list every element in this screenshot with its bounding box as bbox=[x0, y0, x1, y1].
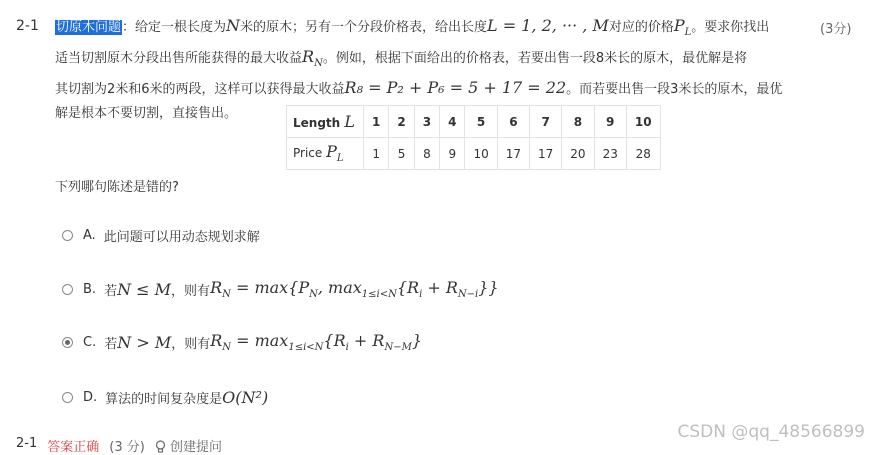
length-header: Length L bbox=[287, 106, 364, 138]
option-text: ，则有 bbox=[171, 283, 211, 299]
price-cell: 28 bbox=[626, 138, 660, 170]
answer-status: 答案正确 bbox=[47, 440, 100, 455]
price-cell: 1 bbox=[364, 138, 389, 170]
create-question-link[interactable]: 创建提问 bbox=[155, 436, 222, 455]
stem-text: 其切割为2米和6米的两段，这样可以获得最大收益 bbox=[55, 82, 345, 98]
length-cell: 3 bbox=[414, 106, 439, 138]
price-cell: 20 bbox=[562, 138, 594, 170]
footer-score: (3 分) bbox=[109, 440, 145, 455]
math-formula: O(N²) bbox=[222, 388, 269, 407]
highlighted-title: 切原木问题 bbox=[56, 20, 122, 35]
radio-b[interactable] bbox=[62, 284, 73, 295]
length-row bbox=[287, 106, 661, 138]
length-cell: 4 bbox=[440, 106, 465, 138]
math-formula: $R_N = \max_{1\le i<N}\{R_i + R_{N-M}\}$ bbox=[210, 331, 423, 354]
option-text: ，则有 bbox=[171, 336, 211, 352]
question-score: (3分) bbox=[820, 22, 852, 37]
option-d[interactable] bbox=[62, 388, 268, 407]
option-c[interactable] bbox=[62, 331, 422, 353]
radio-d[interactable] bbox=[62, 392, 73, 403]
math-condition: N > M bbox=[117, 332, 172, 352]
price-cell: 9 bbox=[440, 138, 465, 170]
stem-text: ：给定一根长度为 bbox=[122, 20, 227, 35]
option-letter: B. bbox=[83, 281, 97, 297]
price-table bbox=[286, 105, 661, 170]
length-cell: 8 bbox=[562, 106, 594, 138]
price-cell: 23 bbox=[594, 138, 626, 170]
math-formula: $R_N = \max\{P_N$, $\max_{1\le i<N}\{R_i + R_{N-i}\}$} bbox=[210, 278, 499, 301]
stem-text: 。例如，根据下面给出的价格表，若要出售一段8米长的原木，最优解是将 bbox=[322, 51, 748, 67]
option-text: 算法的时间复杂度是 bbox=[105, 392, 223, 407]
radio-a[interactable] bbox=[62, 230, 73, 241]
stem-text: 米的原木；另有一个分段价格表，给出长度 bbox=[240, 20, 488, 35]
length-cell: 10 bbox=[626, 106, 660, 138]
price-header: Price $P_L$ bbox=[287, 138, 364, 170]
length-cell: 9 bbox=[594, 106, 626, 138]
question-prompt: 下列哪句陈述是错的? bbox=[55, 180, 179, 195]
price-cell: 5 bbox=[389, 138, 414, 170]
option-letter: D. bbox=[83, 390, 98, 405]
radio-c-selected[interactable] bbox=[62, 337, 73, 348]
price-row bbox=[287, 138, 661, 170]
stem-line-3 bbox=[55, 76, 815, 102]
length-cell: 7 bbox=[530, 106, 562, 138]
question-number: 2-1 bbox=[16, 18, 39, 34]
math-PL: $P_L$ bbox=[673, 16, 692, 39]
math-condition: N ≤ M bbox=[117, 279, 172, 299]
footer-number: 2-1 bbox=[16, 436, 38, 451]
stem-text: 。要求你找出 bbox=[691, 20, 770, 35]
math-example: R₈ = P₂ + P₆ = 5 + 17 = 22 bbox=[344, 78, 567, 98]
watermark: CSDN @qq_48566899 bbox=[677, 422, 865, 442]
price-cell: 10 bbox=[465, 138, 497, 170]
stem-line-2 bbox=[55, 45, 815, 76]
stem-text: 对应的价格 bbox=[608, 20, 674, 35]
option-text: 若 bbox=[104, 336, 118, 352]
option-letter: C. bbox=[83, 334, 97, 350]
math-N: N bbox=[226, 16, 241, 35]
stem-line-4: 解是根本不要切割，直接售出。 bbox=[55, 106, 238, 122]
option-b[interactable] bbox=[62, 278, 499, 300]
option-text: 此问题可以用动态规划求解 bbox=[103, 230, 260, 245]
math-RN: $R_N$ bbox=[302, 47, 323, 70]
math-L-range: L = 1, 2, ··· , M bbox=[487, 16, 609, 35]
answer-footer bbox=[16, 436, 222, 455]
length-cell: 6 bbox=[497, 106, 529, 138]
price-cell: 17 bbox=[530, 138, 562, 170]
price-cell: 17 bbox=[497, 138, 529, 170]
stem-text: 适当切割原木分段出售所能获得的最大收益 bbox=[55, 51, 303, 67]
length-cell: 1 bbox=[364, 106, 389, 138]
length-cell: 5 bbox=[465, 106, 497, 138]
option-letter: A. bbox=[83, 228, 96, 243]
stem-line-1 bbox=[55, 14, 815, 45]
stem-text: 。而若要出售一段3米长的原木，最优 bbox=[566, 82, 783, 98]
lightbulb-icon bbox=[155, 440, 166, 453]
price-cell: 8 bbox=[414, 138, 439, 170]
length-cell: 2 bbox=[389, 106, 414, 138]
option-text: 若 bbox=[104, 283, 118, 299]
option-a[interactable] bbox=[62, 226, 260, 245]
